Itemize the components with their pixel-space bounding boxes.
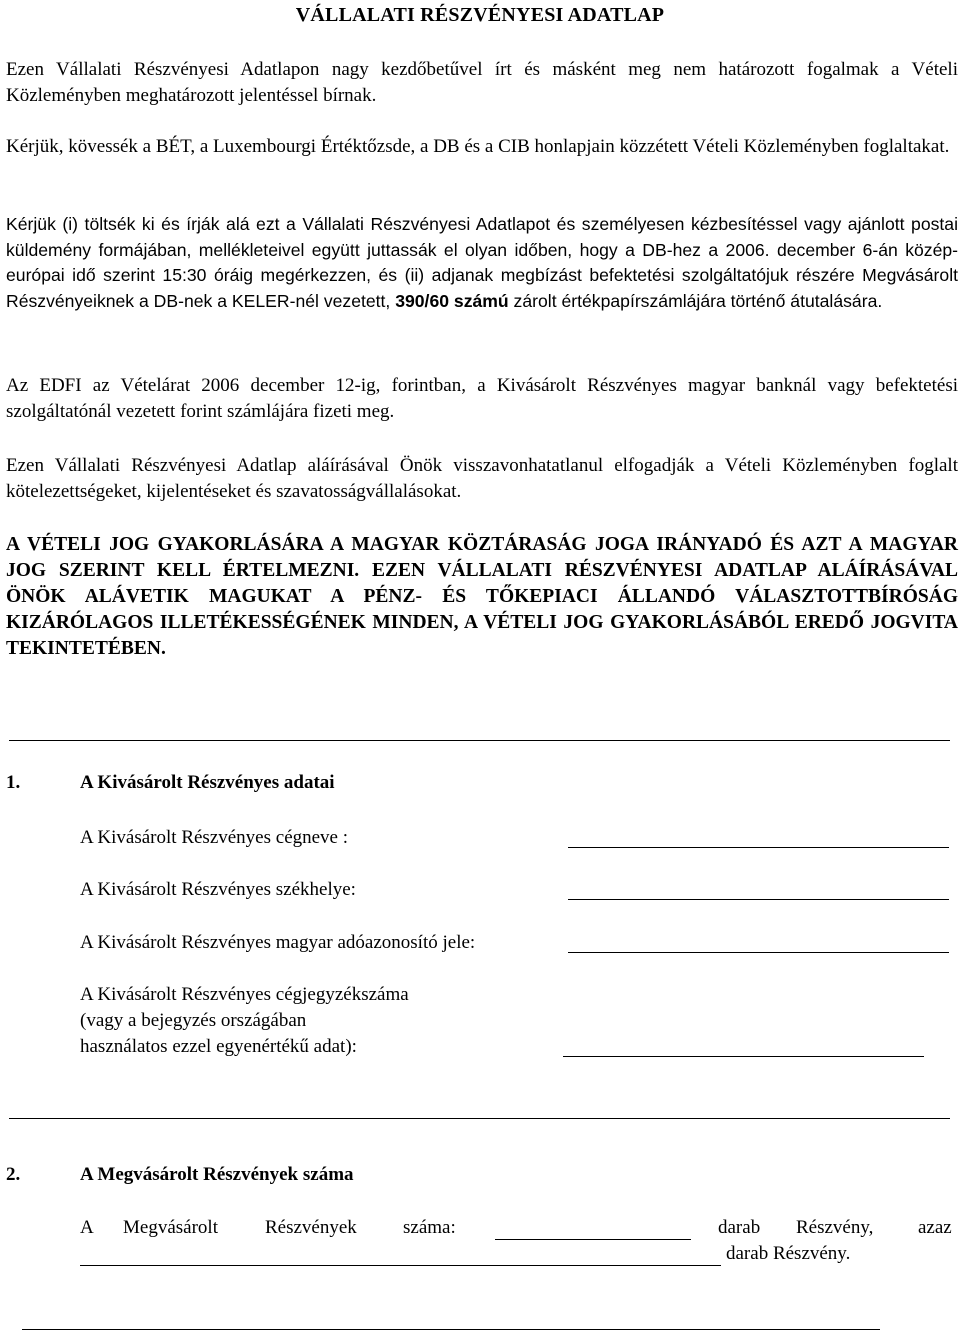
registration-number-label-3: használatos ezzel egyenértékű adat):	[80, 1036, 357, 1057]
section-2-title: A Megvásárolt Részvények száma	[80, 1164, 354, 1185]
document-title: VÁLLALATI RÉSZVÉNYESI ADATLAP	[295, 4, 665, 26]
share-count-unit-2: darab Részvény.	[726, 1243, 851, 1264]
separator-line-3	[22, 1329, 880, 1330]
seat-field[interactable]	[568, 899, 949, 900]
submission-paragraph	[6, 212, 958, 314]
share-count-word-3: Részvények	[265, 1217, 357, 1238]
registration-number-label-1: A Kivásárolt Részvényes cégjegyzékszáma	[80, 984, 409, 1005]
share-count-word-7: azaz	[918, 1217, 952, 1238]
section-1-title: A Kivásárolt Részvényes adatai	[80, 772, 335, 793]
jurisdiction-paragraph: A VÉTELI JOG GYAKORLÁSÁRA A MAGYAR KÖZTÁRASÁG JOGA IRÁNYADÓ ÉS AZT A MAGYAR JOG SZERINT KELL ÉRTELMEZNI. EZEN VÁLLALATI RÉSZVÉNYESI ADATLAP ALÁÍRÁSÁVAL ÖNÖK ALÁVETIK MAGUKAT A PÉNZ- ÉS TŐKEPIACI ÁLLANDÓ VÁLASZTOTTBÍRÓSÁG KIZÁRÓLAGOS ILLETÉKESSÉGÉNEK MINDEN, A VÉTELI JOG GYAKORLÁSÁBÓL EREDŐ JOGVITA TEKINTETÉBEN.	[6, 534, 958, 659]
section-1-number: 1.	[6, 772, 21, 793]
submission-text-2: zárolt értékpapírszámlájára történő átutalására.	[508, 290, 883, 311]
separator-line-2	[9, 1118, 950, 1119]
intro-paragraph: Ezen Vállalati Részvényesi Adatlapon nagy kezdőbetűvel írt és másként meg nem határozott fogalmak a Vételi Közleményben meghatározott jelentéssel bírnak.	[6, 59, 958, 106]
submission-text-1: Kérjük (i) töltsék ki és írják alá ezt a Vállalati Részvényesi Adatlapot és személyesen kézbesítéssel vagy ajánlott postai küldemény formájában, mellékleteivel együtt juttassák el olyan időben, hogy a DB-hez a 2006. december 6-án közép-európai idő szerint 15:30 óráig megérkezzen, és (ii) adjanak megbízást befektetési szolgáltatójuk részére Megvásárolt Részvényeiknek a DB-nek a KELER-nél vezetett,	[6, 214, 958, 311]
tax-id-field[interactable]	[568, 952, 949, 953]
share-count-number-field[interactable]	[495, 1239, 691, 1240]
share-count-word-1: A	[80, 1217, 94, 1238]
share-count-word-6: Részvény,	[796, 1217, 874, 1238]
share-count-word-2: Megvásárolt	[123, 1217, 218, 1238]
payment-paragraph: Az EDFI az Vételárat 2006 december 12-ig, forintban, a Kivásárolt Részvényes magyar banknál vagy befektetési szolgáltatónál vezetett forint számlájára fizeti meg.	[6, 375, 958, 422]
tax-id-label: A Kivásárolt Részvényes magyar adóazonosító jele:	[80, 932, 476, 953]
account-number: 390/60 számú	[395, 290, 509, 311]
share-count-label: száma:	[403, 1217, 456, 1238]
company-name-field[interactable]	[568, 847, 949, 848]
separator-line	[9, 740, 950, 741]
instruction-paragraph: Kérjük, kövessék a BÉT, a Luxembourgi Értéktőzsde, a DB és a CIB honlapjain közzétett Vételi Közleményben foglaltakat.	[6, 136, 950, 157]
share-count-unit: darab	[718, 1217, 761, 1238]
registration-number-field[interactable]	[563, 1056, 924, 1057]
acceptance-paragraph: Ezen Vállalati Részvényesi Adatlap aláírásával Önök visszavonhatatlanul elfogadják a Vételi Közleményben foglalt kötelezettségeket, kijelentéseket és szavatosságvállalásokat.	[6, 455, 958, 502]
share-count-words-field[interactable]	[80, 1265, 721, 1266]
section-2-number: 2.	[6, 1164, 21, 1185]
company-name-label: A Kivásárolt Részvényes cégneve :	[80, 827, 349, 848]
registration-number-label-2: (vagy a bejegyzés országában	[80, 1010, 307, 1031]
seat-label: A Kivásárolt Részvényes székhelye:	[80, 879, 356, 900]
